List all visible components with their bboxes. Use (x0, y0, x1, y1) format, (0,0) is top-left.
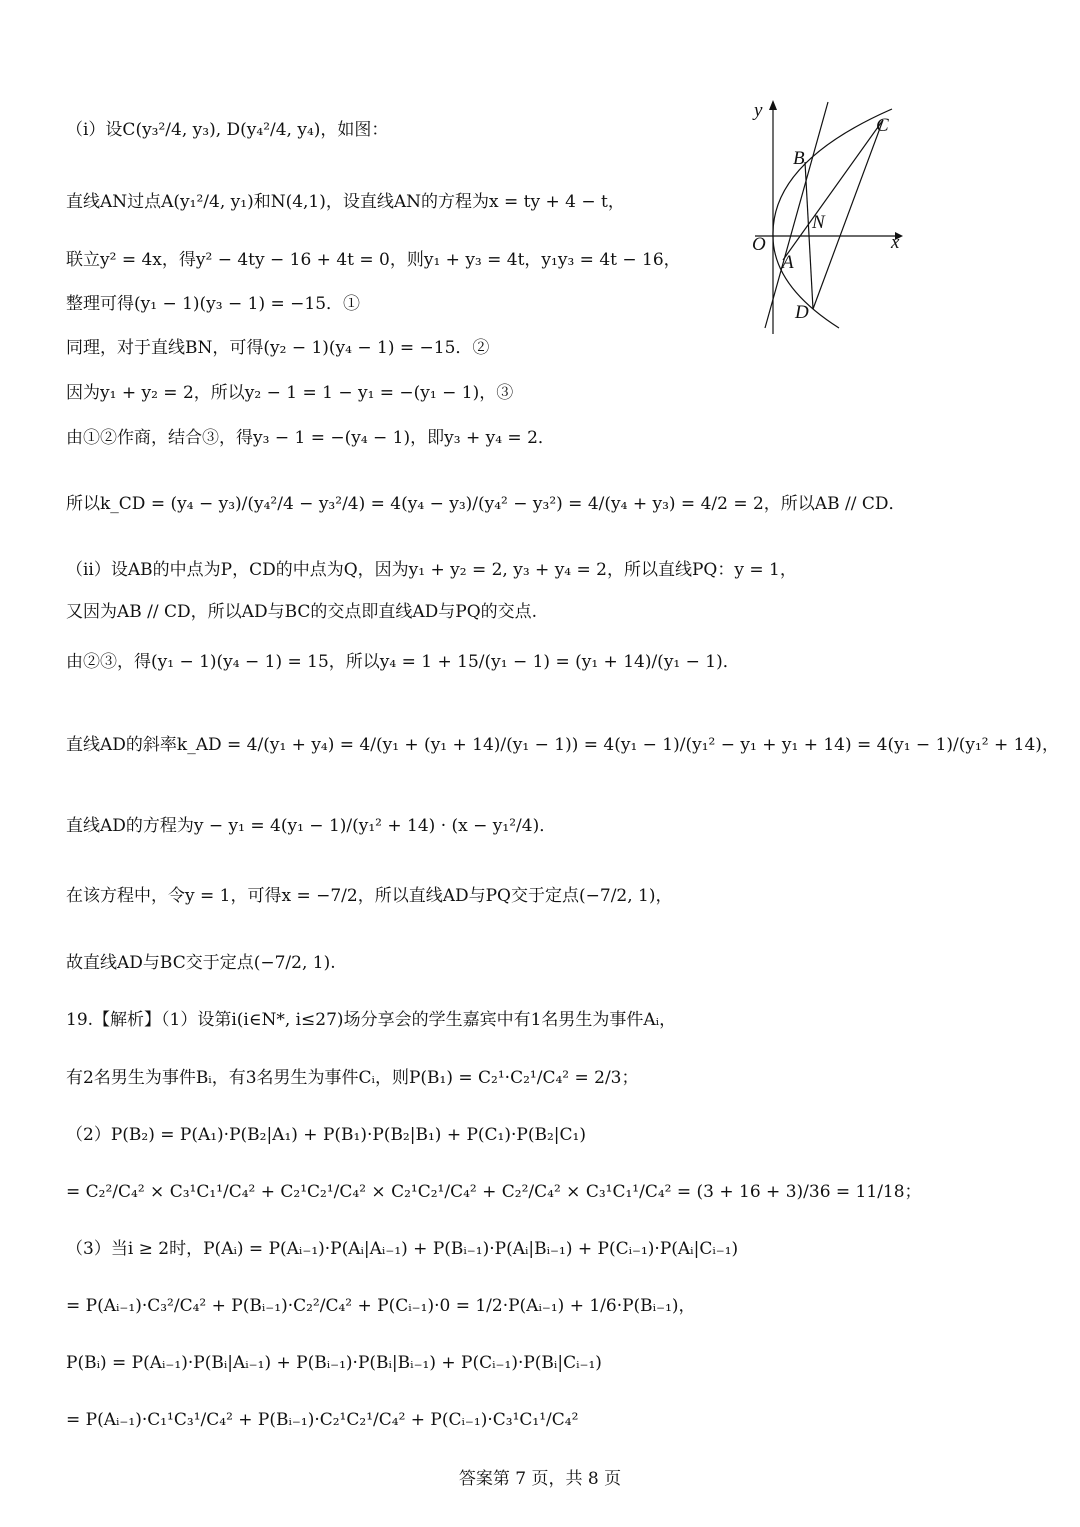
solution-line-11: 由②③，得(y₁ − 1)(y₄ − 1) = 15，所以y₄ = 1 + 15/(y₁ − 1) = (y₁ + 14)/(y₁ − 1)． (66, 652, 740, 672)
parabola-curve (773, 109, 892, 328)
solution-line-3: 联立y² = 4x，得y² − 4ty − 16 + 4t = 0，则y₁ + y₃ = 4t，y₁y₃ = 4t − 16， (66, 250, 681, 270)
point-a-label: A (782, 252, 794, 273)
solution-line-21: = P(Aᵢ₋₁)·C₃²/C₄² + P(Bᵢ₋₁)·C₂²/C₄² + P(Cᵢ₋₁)·0 = 1/2·P(Aᵢ₋₁) + 1/6·P(Bᵢ₋₁)， (66, 1296, 696, 1316)
parabola-figure (745, 96, 910, 336)
solution-line-16: 19.【解析】（1）设第i(i∈N*, i≤27)场分享会的学生嘉宾中有1名男生为事件Aᵢ， (66, 1010, 677, 1030)
page-footer: 答案第 7 页，共 8 页 (458, 1469, 622, 1489)
solution-line-20: （3）当i ≥ 2时，P(Aᵢ) = P(Aᵢ₋₁)·P(Aᵢ|Aᵢ₋₁) + P(Bᵢ₋₁)·P(Aᵢ|Bᵢ₋₁) + P(Cᵢ₋₁)·P(Aᵢ|Cᵢ₋₁) (66, 1239, 739, 1259)
solution-line-14: 在该方程中，令y = 1，可得x = −7/2，所以直线AD与PQ交于定点(−7/2, 1)， (66, 886, 673, 906)
solution-line-15: 故直线AD与BC交于定点(−7/2, 1). (66, 953, 336, 973)
point-c-label: C (876, 115, 889, 136)
solution-line-7: 由①②作商，结合③，得y₃ − 1 = −(y₄ − 1)，即y₃ + y₄ = 2． (66, 428, 555, 448)
solution-line-17: 有2名男生为事件Bᵢ，有3名男生为事件Cᵢ，则P(B₁) = C₂¹·C₂¹/C₄² = 2/3； (66, 1068, 639, 1088)
solution-line-9: （ii）设AB的中点为P，CD的中点为Q，因为y₁ + y₂ = 2, y₃ + y₄ = 2，所以直线PQ：y = 1， (66, 560, 797, 580)
solution-line-4: 整理可得(y₁ − 1)(y₃ − 1) = −15．① (66, 294, 361, 314)
origin-label: O (752, 234, 766, 255)
axis-x-label: x (891, 232, 900, 253)
solution-line-22: P(Bᵢ) = P(Aᵢ₋₁)·P(Bᵢ|Aᵢ₋₁) + P(Bᵢ₋₁)·P(Bᵢ|Bᵢ₋₁) + P(Cᵢ₋₁)·P(Bᵢ|Cᵢ₋₁) (66, 1353, 602, 1373)
solution-line-18: （2）P(B₂) = P(A₁)·P(B₂|A₁) + P(B₁)·P(B₂|B₁) + P(C₁)·P(B₂|C₁) (66, 1125, 586, 1145)
solution-line-2: 直线AN过点A(y₁²/4, y₁)和N(4,1)，设直线AN的方程为x = ty + 4 − t， (66, 192, 625, 212)
solution-line-1: （i）设C(y₃²/4, y₃), D(y₄²/4, y₄)，如图： (66, 120, 389, 140)
solution-line-19: = C₂²/C₄² × C₃¹C₁¹/C₄² + C₂¹C₂¹/C₄² × C₂¹C₂¹/C₄² + C₂²/C₄² × C₃¹C₁¹/C₄² = (3 + 16 + 3)/36 = 11/18； (66, 1182, 922, 1202)
y-axis-arrow (769, 100, 777, 110)
solution-line-12: 直线AD的斜率k_AD = 4/(y₁ + y₄) = 4/(y₁ + (y₁ + 14)/(y₁ − 1)) = 4(y₁ − 1)/(y₁² − y₁ + y₁ + 14) = 4(y₁ − 1)/(y₁² + 14)， (66, 735, 1059, 755)
solution-line-5: 同理，对于直线BN，可得(y₂ − 1)(y₄ − 1) = −15．② (66, 338, 490, 358)
solution-line-6: 因为y₁ + y₂ = 2，所以y₂ − 1 = 1 − y₁ = −(y₁ − 1)，③ (66, 383, 514, 403)
point-b-label: B (793, 148, 805, 169)
point-d-label: D (795, 302, 809, 323)
solution-line-23: = P(Aᵢ₋₁)·C₁¹C₃¹/C₄² + P(Bᵢ₋₁)·C₂¹C₂¹/C₄² + P(Cᵢ₋₁)·C₃¹C₁¹/C₄² (66, 1410, 579, 1430)
axis-y-label: y (754, 100, 763, 121)
point-n-label: N (812, 212, 825, 233)
solution-line-8: 所以k_CD = (y₄ − y₃)/(y₄²/4 − y₃²/4) = 4(y₄ − y₃)/(y₄² − y₃²) = 4/(y₄ + y₃) = 4/2 = 2，所以AB // CD． (66, 494, 906, 514)
solution-line-13: 直线AD的方程为y − y₁ = 4(y₁ − 1)/(y₁² + 14) · (x − y₁²/4)． (66, 816, 557, 836)
solution-line-10: 又因为AB // CD，所以AD与BC的交点即直线AD与PQ的交点. (66, 602, 538, 622)
